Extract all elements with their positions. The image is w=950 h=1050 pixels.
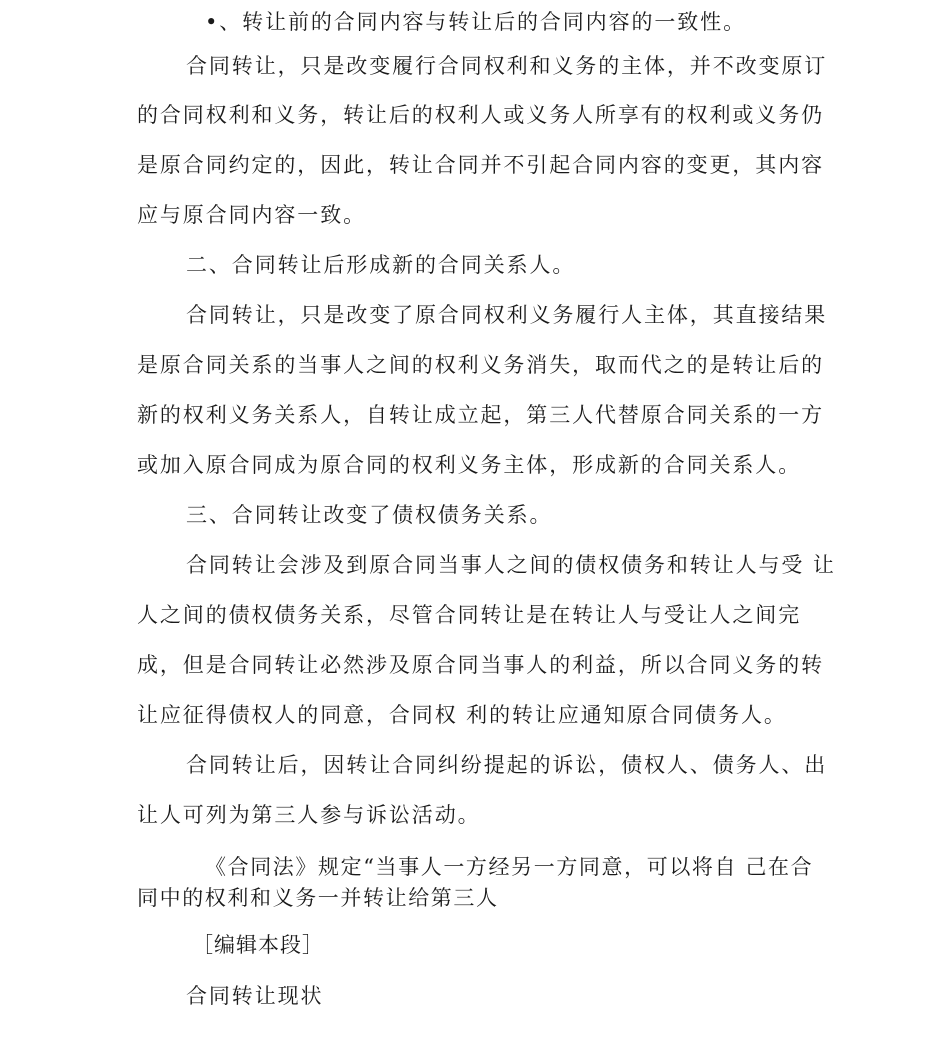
paragraph-line: 让应征得债权人的同意，合同权 利的转让应通知原合同债务人。 xyxy=(137,703,787,727)
paragraph-line: 或加入原合同成为原合同的权利义务主体，形成新的合同关系人。 xyxy=(137,453,802,477)
paragraph-line: 让人可列为第三人参与诉讼活动。 xyxy=(137,803,481,827)
paragraph-line: 合同转让后，因转让合同纠纷提起的诉讼，债权人、债务人、出 xyxy=(186,753,828,777)
paragraph-line: 应与原合同内容一致。 xyxy=(137,203,366,227)
paragraph-line: 是原合同关系的当事人之间的权利义务消失，取而代之的是转让后的 xyxy=(137,353,824,377)
paragraph-line: 成，但是合同转让必然涉及原合同当事人的利益，所以合同义务的转 xyxy=(137,653,824,677)
section-heading: 合同转让现状 xyxy=(186,984,324,1008)
section-heading: 三、合同转让改变了债权债务关系。 xyxy=(186,503,553,527)
law-quote-line: 同中的权利和义务一并转让给第三人 xyxy=(137,886,499,910)
paragraph-line: 合同转让会涉及到原合同当事人之间的债权债务和转让人与受 让 xyxy=(186,553,836,577)
paragraph-line: 的合同权利和义务，转让后的权利人或义务人所享有的权利或义务仍 xyxy=(137,103,824,127)
paragraph-line: 人之间的债权债务关系，尽管合同转让是在转让人与受让人之间完 xyxy=(137,603,802,627)
edit-section-link[interactable]: ［编辑本段］ xyxy=(192,933,324,957)
paragraph-line: 是原合同约定的，因此，转让合同并不引起合同内容的变更，其内容 xyxy=(137,153,824,177)
paragraph-line: 合同转让，只是改变了原合同权利义务履行人主体，其直接结果 xyxy=(186,303,828,327)
bullet-heading: •、转让前的合同内容与转让后的合同内容的一致性。 xyxy=(205,10,746,34)
paragraph-line: 新的权利义务关系人，自转让成立起，第三人代替原合同关系的一方 xyxy=(137,403,824,427)
law-quote-line: 《合同法》规定“当事人一方经另一方同意，可以将自 己在合 xyxy=(205,855,814,879)
paragraph-line: 合同转让，只是改变履行合同权利和义务的主体，并不改变原订 xyxy=(186,54,828,78)
section-heading: 二、合同转让后形成新的合同关系人。 xyxy=(186,253,576,277)
